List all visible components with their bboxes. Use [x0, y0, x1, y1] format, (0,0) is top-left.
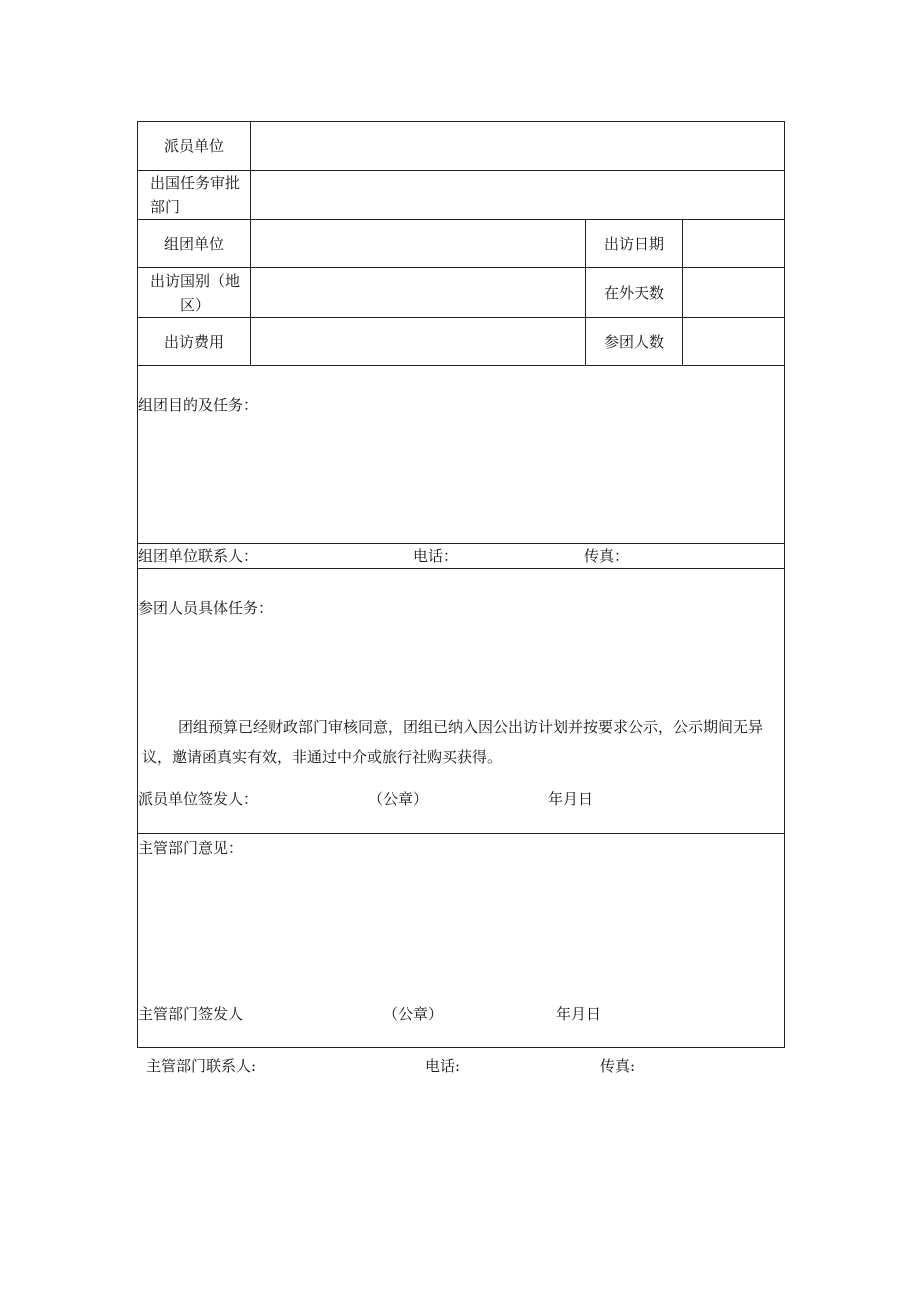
- row-contact: [138, 544, 784, 569]
- sending-date: 年月日: [548, 790, 594, 808]
- sending-unit-label: 派员单位: [163, 137, 224, 155]
- group-phone-label: 电话：: [413, 547, 459, 565]
- row-cost: [138, 318, 784, 366]
- supervisor-fax-label: 传真:: [600, 1057, 636, 1075]
- sending-signer-label: 派员单位签发人：: [138, 790, 259, 808]
- purpose-label: 组团目的及任务：: [138, 396, 259, 414]
- visit-date-field[interactable]: [682, 220, 784, 267]
- row-member-tasks[interactable]: [138, 569, 784, 834]
- supervisor-date: 年月日: [556, 1005, 602, 1023]
- group-fax-label: 传真：: [584, 547, 630, 565]
- group-unit-field[interactable]: [250, 220, 585, 267]
- budget-statement: 团组预算已经财政部门审核同意，团组已纳入因公出访计划并按要求公示，公示期间无异议，邀请函真实有效，非通过中介或旅行社购买获得。: [142, 718, 764, 766]
- row-country: [138, 268, 784, 318]
- supervisor-signer-label: 主管部门签发人: [138, 1005, 244, 1023]
- country-field[interactable]: [250, 268, 585, 317]
- supervisor-contact-footer: [146, 1055, 786, 1079]
- row-sending-unit: [138, 122, 784, 171]
- visit-date-label: 出访日期: [585, 220, 682, 267]
- member-count-label: 参团人数: [585, 318, 682, 365]
- group-unit-label: 组团单位: [163, 234, 224, 253]
- supervisor-opinion-label: 主管部门意见：: [138, 839, 244, 857]
- days-abroad-field[interactable]: [682, 268, 784, 317]
- supervisor-contact-label: 主管部门联系人:: [146, 1057, 257, 1075]
- row-approval-dept: [138, 171, 784, 220]
- approval-dept-label: 出国任务审批部门: [150, 174, 241, 216]
- cost-label: 出访费用: [163, 332, 224, 351]
- member-tasks-label: 参团人员具体任务：: [138, 599, 274, 617]
- member-count-field[interactable]: [682, 318, 784, 365]
- group-contact-label: 组团单位联系人：: [138, 547, 259, 565]
- sending-seal: （公章）: [368, 790, 429, 808]
- supervisor-phone-label: 电话:: [425, 1057, 461, 1075]
- application-form: [137, 121, 785, 1048]
- row-group-unit: [138, 220, 784, 268]
- sending-unit-field[interactable]: [250, 122, 784, 170]
- approval-dept-field[interactable]: [250, 171, 784, 219]
- cost-field[interactable]: [250, 318, 585, 365]
- country-label: 出访国别（地区）: [149, 271, 240, 314]
- row-supervisor[interactable]: [138, 834, 784, 1047]
- days-abroad-label: 在外天数: [585, 268, 682, 317]
- row-purpose[interactable]: [138, 366, 784, 544]
- supervisor-seal: （公章）: [383, 1005, 444, 1023]
